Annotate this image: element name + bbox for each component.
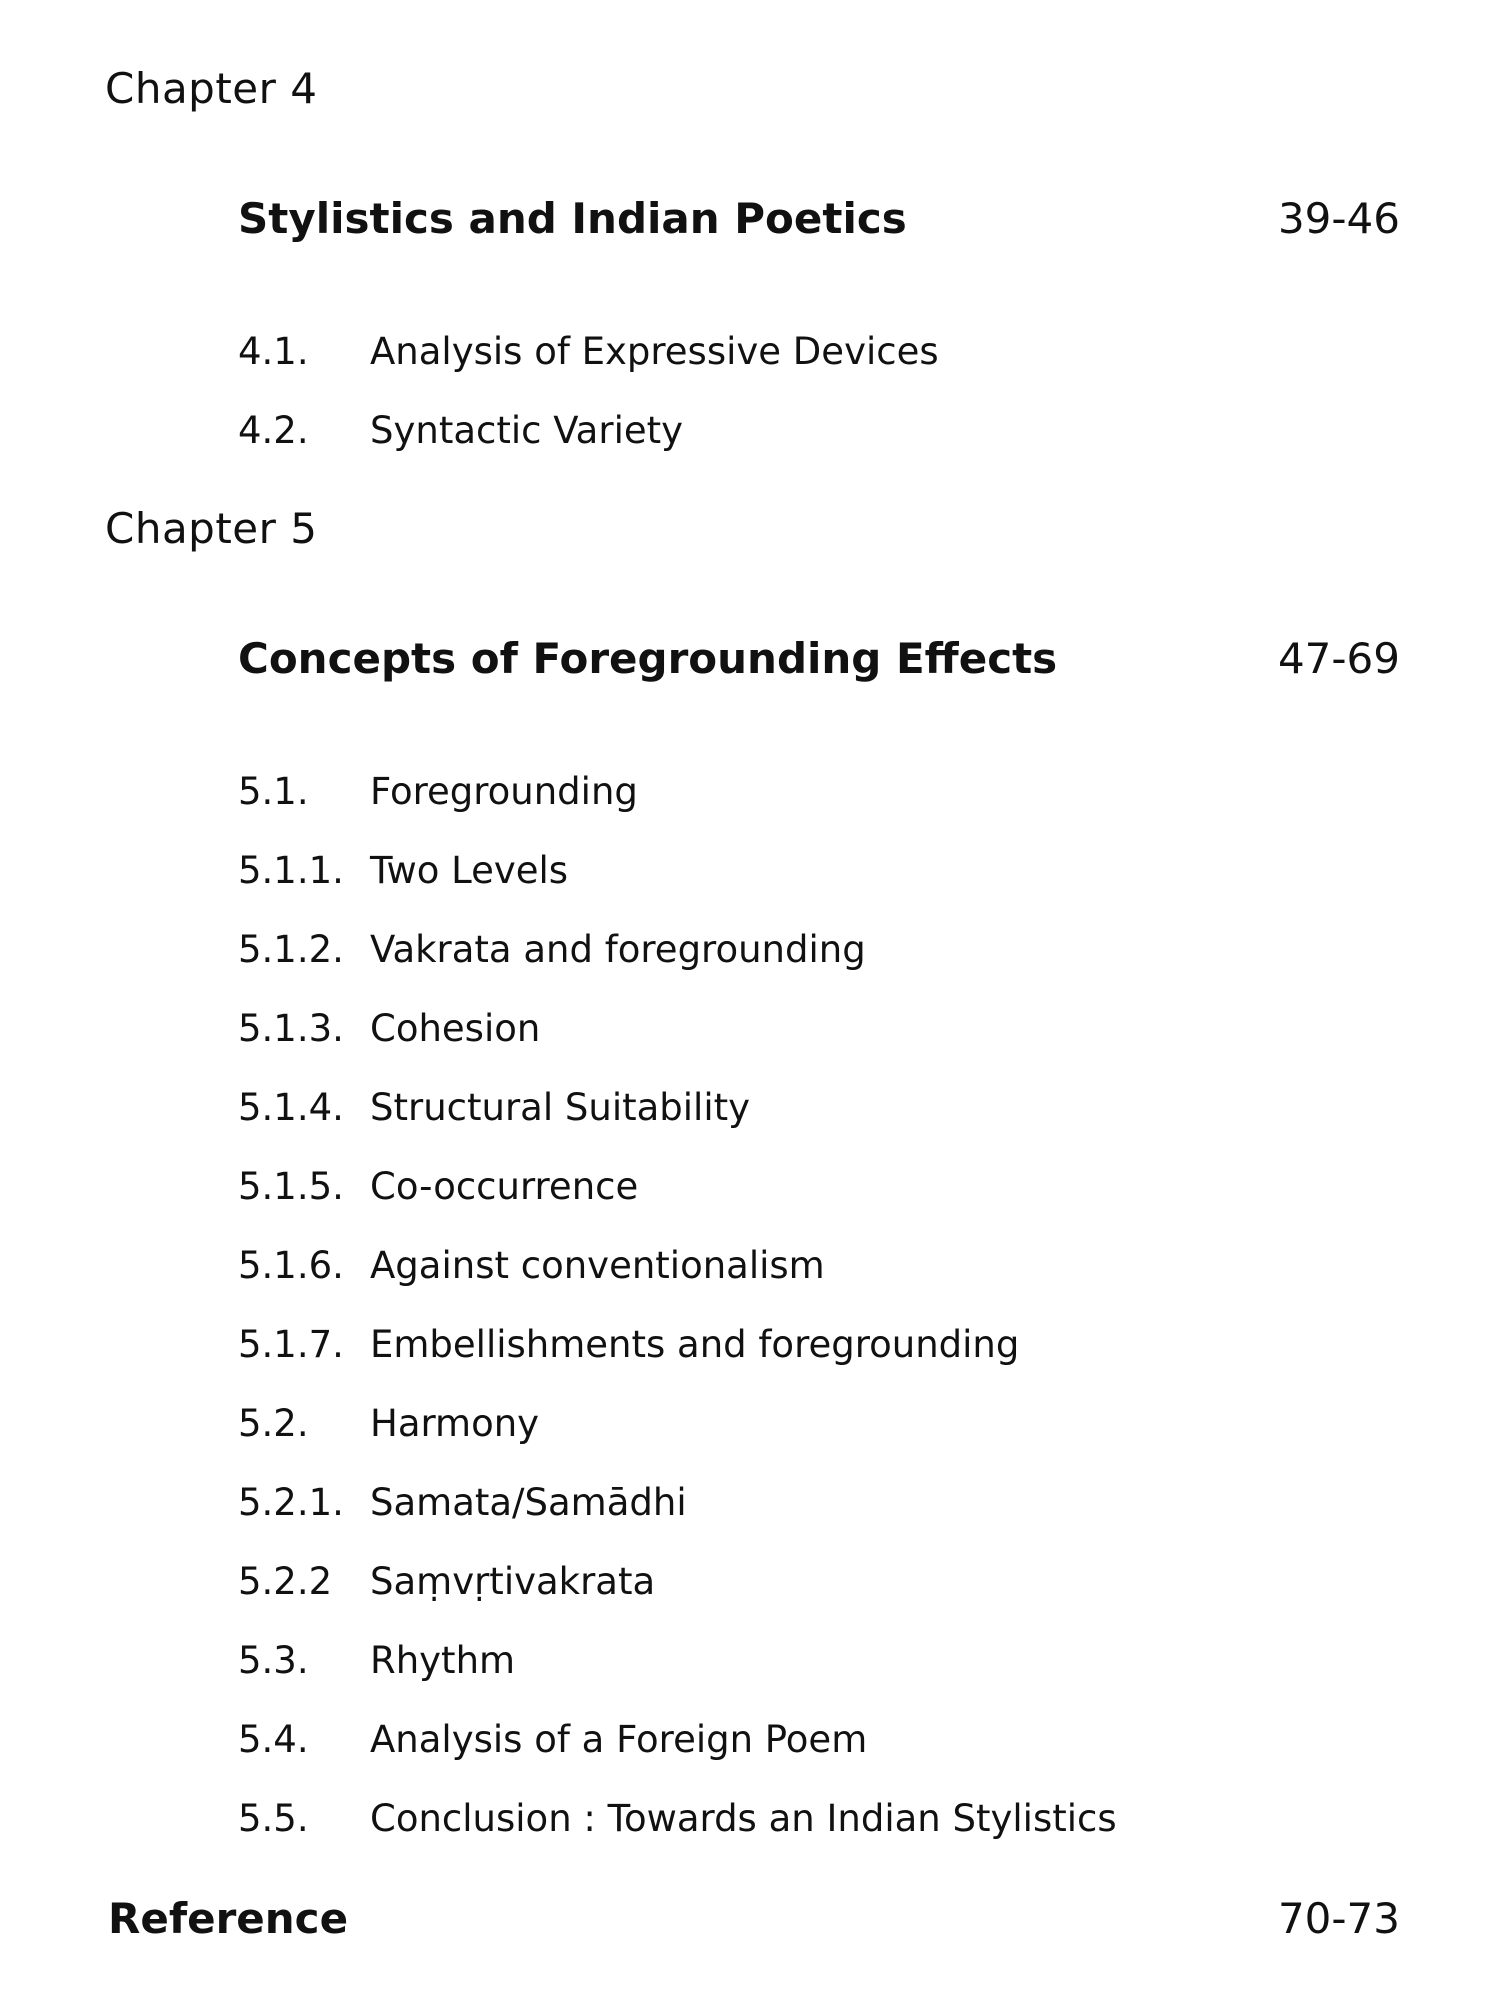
section-title: Two Levels [370,849,569,892]
chapter-4-pages: 39-46 [1277,194,1400,243]
section-number: 5.2.1. [238,1481,344,1524]
section-number: 5.4. [238,1718,309,1761]
section-number: 5.1.6. [238,1244,344,1287]
section-number: 5.1.1. [238,849,344,892]
chapter-5-pages: 47-69 [1277,634,1400,683]
section-title: Harmony [370,1402,540,1445]
chapter-4-title: Stylistics and Indian Poetics [238,194,907,243]
section-title: Saṃvṛtivakrata [370,1560,656,1603]
section-title: Embellishments and foregrounding [370,1323,1020,1366]
section-number: 5.1.2. [238,928,344,971]
section-title: Samata/Samādhi [370,1481,687,1524]
section-number: 5.1.7. [238,1323,344,1366]
section-title: Analysis of Expressive Devices [370,330,939,373]
section-number: 5.2. [238,1402,309,1445]
section-title: Conclusion : Towards an Indian Stylistics [370,1797,1117,1840]
chapter-5-label: Chapter 5 [105,504,318,553]
section-number: 5.1. [238,770,309,813]
section-number: 5.2.2 [238,1560,333,1603]
reference-pages: 70-73 [1277,1894,1400,1943]
section-number: 4.1. [238,330,309,373]
section-title: Cohesion [370,1007,541,1050]
section-title: Vakrata and foregrounding [370,928,866,971]
section-number: 5.3. [238,1639,309,1682]
reference-title: Reference [108,1894,349,1943]
section-number: 5.1.5. [238,1165,344,1208]
section-title: Syntactic Variety [370,409,684,452]
chapter-5-title: Concepts of Foregrounding Effects [238,634,1058,683]
section-title: Analysis of a Foreign Poem [370,1718,868,1761]
section-title: Structural Suitability [370,1086,751,1129]
chapter-4-label: Chapter 4 [105,64,318,113]
section-number: 4.2. [238,409,309,452]
section-number: 5.1.4. [238,1086,344,1129]
section-number: 5.1.3. [238,1007,344,1050]
section-number: 5.5. [238,1797,309,1840]
section-title: Rhythm [370,1639,516,1682]
section-title: Foregrounding [370,770,638,813]
section-title: Against conventionalism [370,1244,825,1287]
section-title: Co-occurrence [370,1165,639,1208]
